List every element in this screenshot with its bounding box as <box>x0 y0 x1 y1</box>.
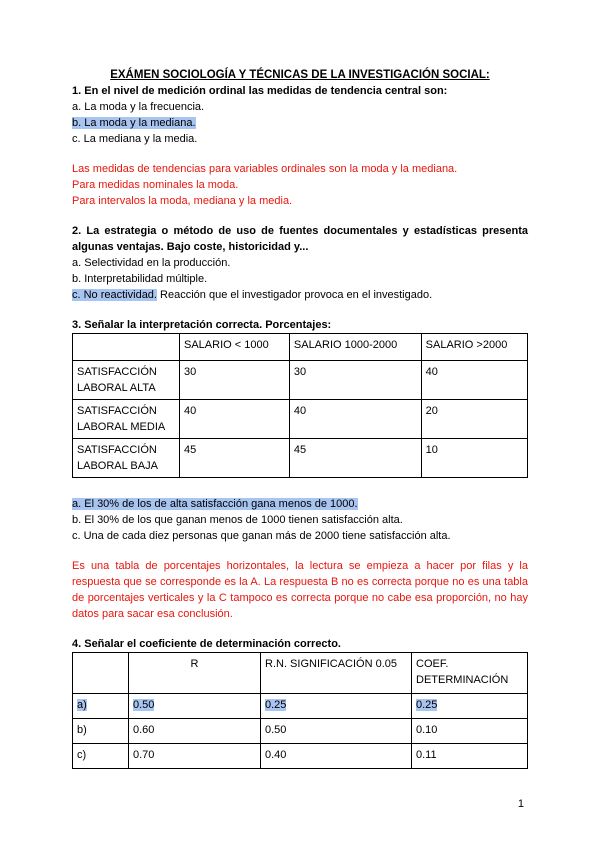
q1-explanation-2: Para medidas nominales la moda. <box>72 179 239 191</box>
table-row <box>73 361 528 400</box>
table-cell: 10 <box>421 439 527 478</box>
q2-option-c-highlight: c. No reactividad. <box>72 289 157 301</box>
table-cell: SATISFACCIÓN LABORAL BAJA <box>73 439 180 478</box>
table-cell: 30 <box>289 361 421 400</box>
table-cell: c) <box>73 744 129 769</box>
q1-explanation-1: Las medidas de tendencias para variables ordinales son la moda y la mediana. <box>72 163 458 175</box>
q1-explanation-3: Para intervalos la moda, mediana y la media. <box>72 195 293 207</box>
table-cell <box>73 694 129 719</box>
table-header-cell: SALARIO < 1000 <box>180 334 290 361</box>
table-header-cell: COEF. DETERMINACIÓN <box>412 653 528 694</box>
q4-coefficient-table <box>72 652 528 769</box>
question-3: 3. Señalar la interpretación correcta. Porcentajes: <box>72 319 332 331</box>
table-cell: 30 <box>180 361 290 400</box>
table-header-cell: SALARIO 1000-2000 <box>289 334 421 361</box>
q1-option-c: c. La mediana y la media. <box>72 133 198 145</box>
q1-option-b-highlight: b. La moda y la mediana. <box>72 117 196 129</box>
table-header-cell: R <box>129 653 261 694</box>
table-header-row <box>73 653 528 694</box>
exam-title: EXÁMEN SOCIOLOGÍA Y TÉCNICAS DE LA INVESTIGACIÓN SOCIAL: <box>110 69 490 81</box>
table-cell: 0.40 <box>261 744 412 769</box>
q2-option-c-rest: Reacción que el investigador provoca en el investigado. <box>156 289 433 301</box>
question-4: 4. Señalar el coeficiente de determinación correcto. <box>72 638 341 650</box>
table-cell <box>129 694 261 719</box>
question-2: 2. La estrategia o método de uso de fuentes documentales y estadísticas presenta algunas ventajas. Bajo coste, historicidad y... <box>72 225 528 253</box>
page-number: 1 <box>517 798 524 810</box>
q3-option-b: b. El 30% de los que ganan menos de 1000 tienen satisfacción alta. <box>72 514 403 526</box>
highlighted-value: 0.25 <box>265 699 287 711</box>
table-cell: b) <box>73 719 129 744</box>
table-cell: 20 <box>421 400 527 439</box>
table-cell: 40 <box>421 361 527 400</box>
q3-percentages-table <box>72 333 528 478</box>
table-cell: 0.10 <box>412 719 528 744</box>
highlighted-value: 0.25 <box>416 699 438 711</box>
highlighted-value: 0.50 <box>133 699 155 711</box>
table-cell: 0.70 <box>129 744 261 769</box>
table-cell: 0.50 <box>261 719 412 744</box>
q3-option-a <box>72 496 528 512</box>
highlighted-value: a) <box>77 699 87 711</box>
table-cell <box>412 694 528 719</box>
table-cell: 45 <box>180 439 290 478</box>
table-cell: SATISFACCIÓN LABORAL MEDIA <box>73 400 180 439</box>
table-cell: 40 <box>180 400 290 439</box>
document-page <box>72 68 528 769</box>
table-row <box>73 744 528 769</box>
table-cell: 40 <box>289 400 421 439</box>
table-cell: 0.11 <box>412 744 528 769</box>
q3-option-a-highlight: a. El 30% de los de alta satisfacción gana menos de 1000. <box>72 498 358 510</box>
table-header-cell <box>73 334 180 361</box>
table-cell: SATISFACCIÓN LABORAL ALTA <box>73 361 180 400</box>
table-header-cell: R.N. SIGNIFICACIÓN 0.05 <box>261 653 412 694</box>
question-1: 1. En el nivel de medición ordinal las medidas de tendencia central son: <box>72 85 448 97</box>
table-header-row <box>73 334 528 361</box>
q1-option-b <box>72 115 528 131</box>
q3-option-c: c. Una de cada diez personas que ganan más de 2000 tiene satisfacción alta. <box>72 530 451 542</box>
table-header-cell: SALARIO >2000 <box>421 334 527 361</box>
table-row <box>73 439 528 478</box>
table-cell: 45 <box>289 439 421 478</box>
table-cell: 0.60 <box>129 719 261 744</box>
table-row <box>73 694 528 719</box>
table-header-cell <box>73 653 129 694</box>
table-row <box>73 400 528 439</box>
q2-option-b: b. Interpretabilidad múltiple. <box>72 273 208 285</box>
q1-option-a: a. La moda y la frecuencia. <box>72 101 205 113</box>
q2-option-c <box>72 287 528 303</box>
q2-option-a: a. Selectividad en la producción. <box>72 257 231 269</box>
table-row <box>73 719 528 744</box>
table-cell <box>261 694 412 719</box>
q3-explanation: Es una tabla de porcentajes horizontales, la lectura se empieza a hacer por filas y la respuesta que se corresponde es la A. La respuesta B no es correcta porque no es una tabla de porcentajes verticales y la C tampoco es correcta porque no cabe esa proporción, no hay datos para sacar esa conclusión. <box>72 560 528 620</box>
